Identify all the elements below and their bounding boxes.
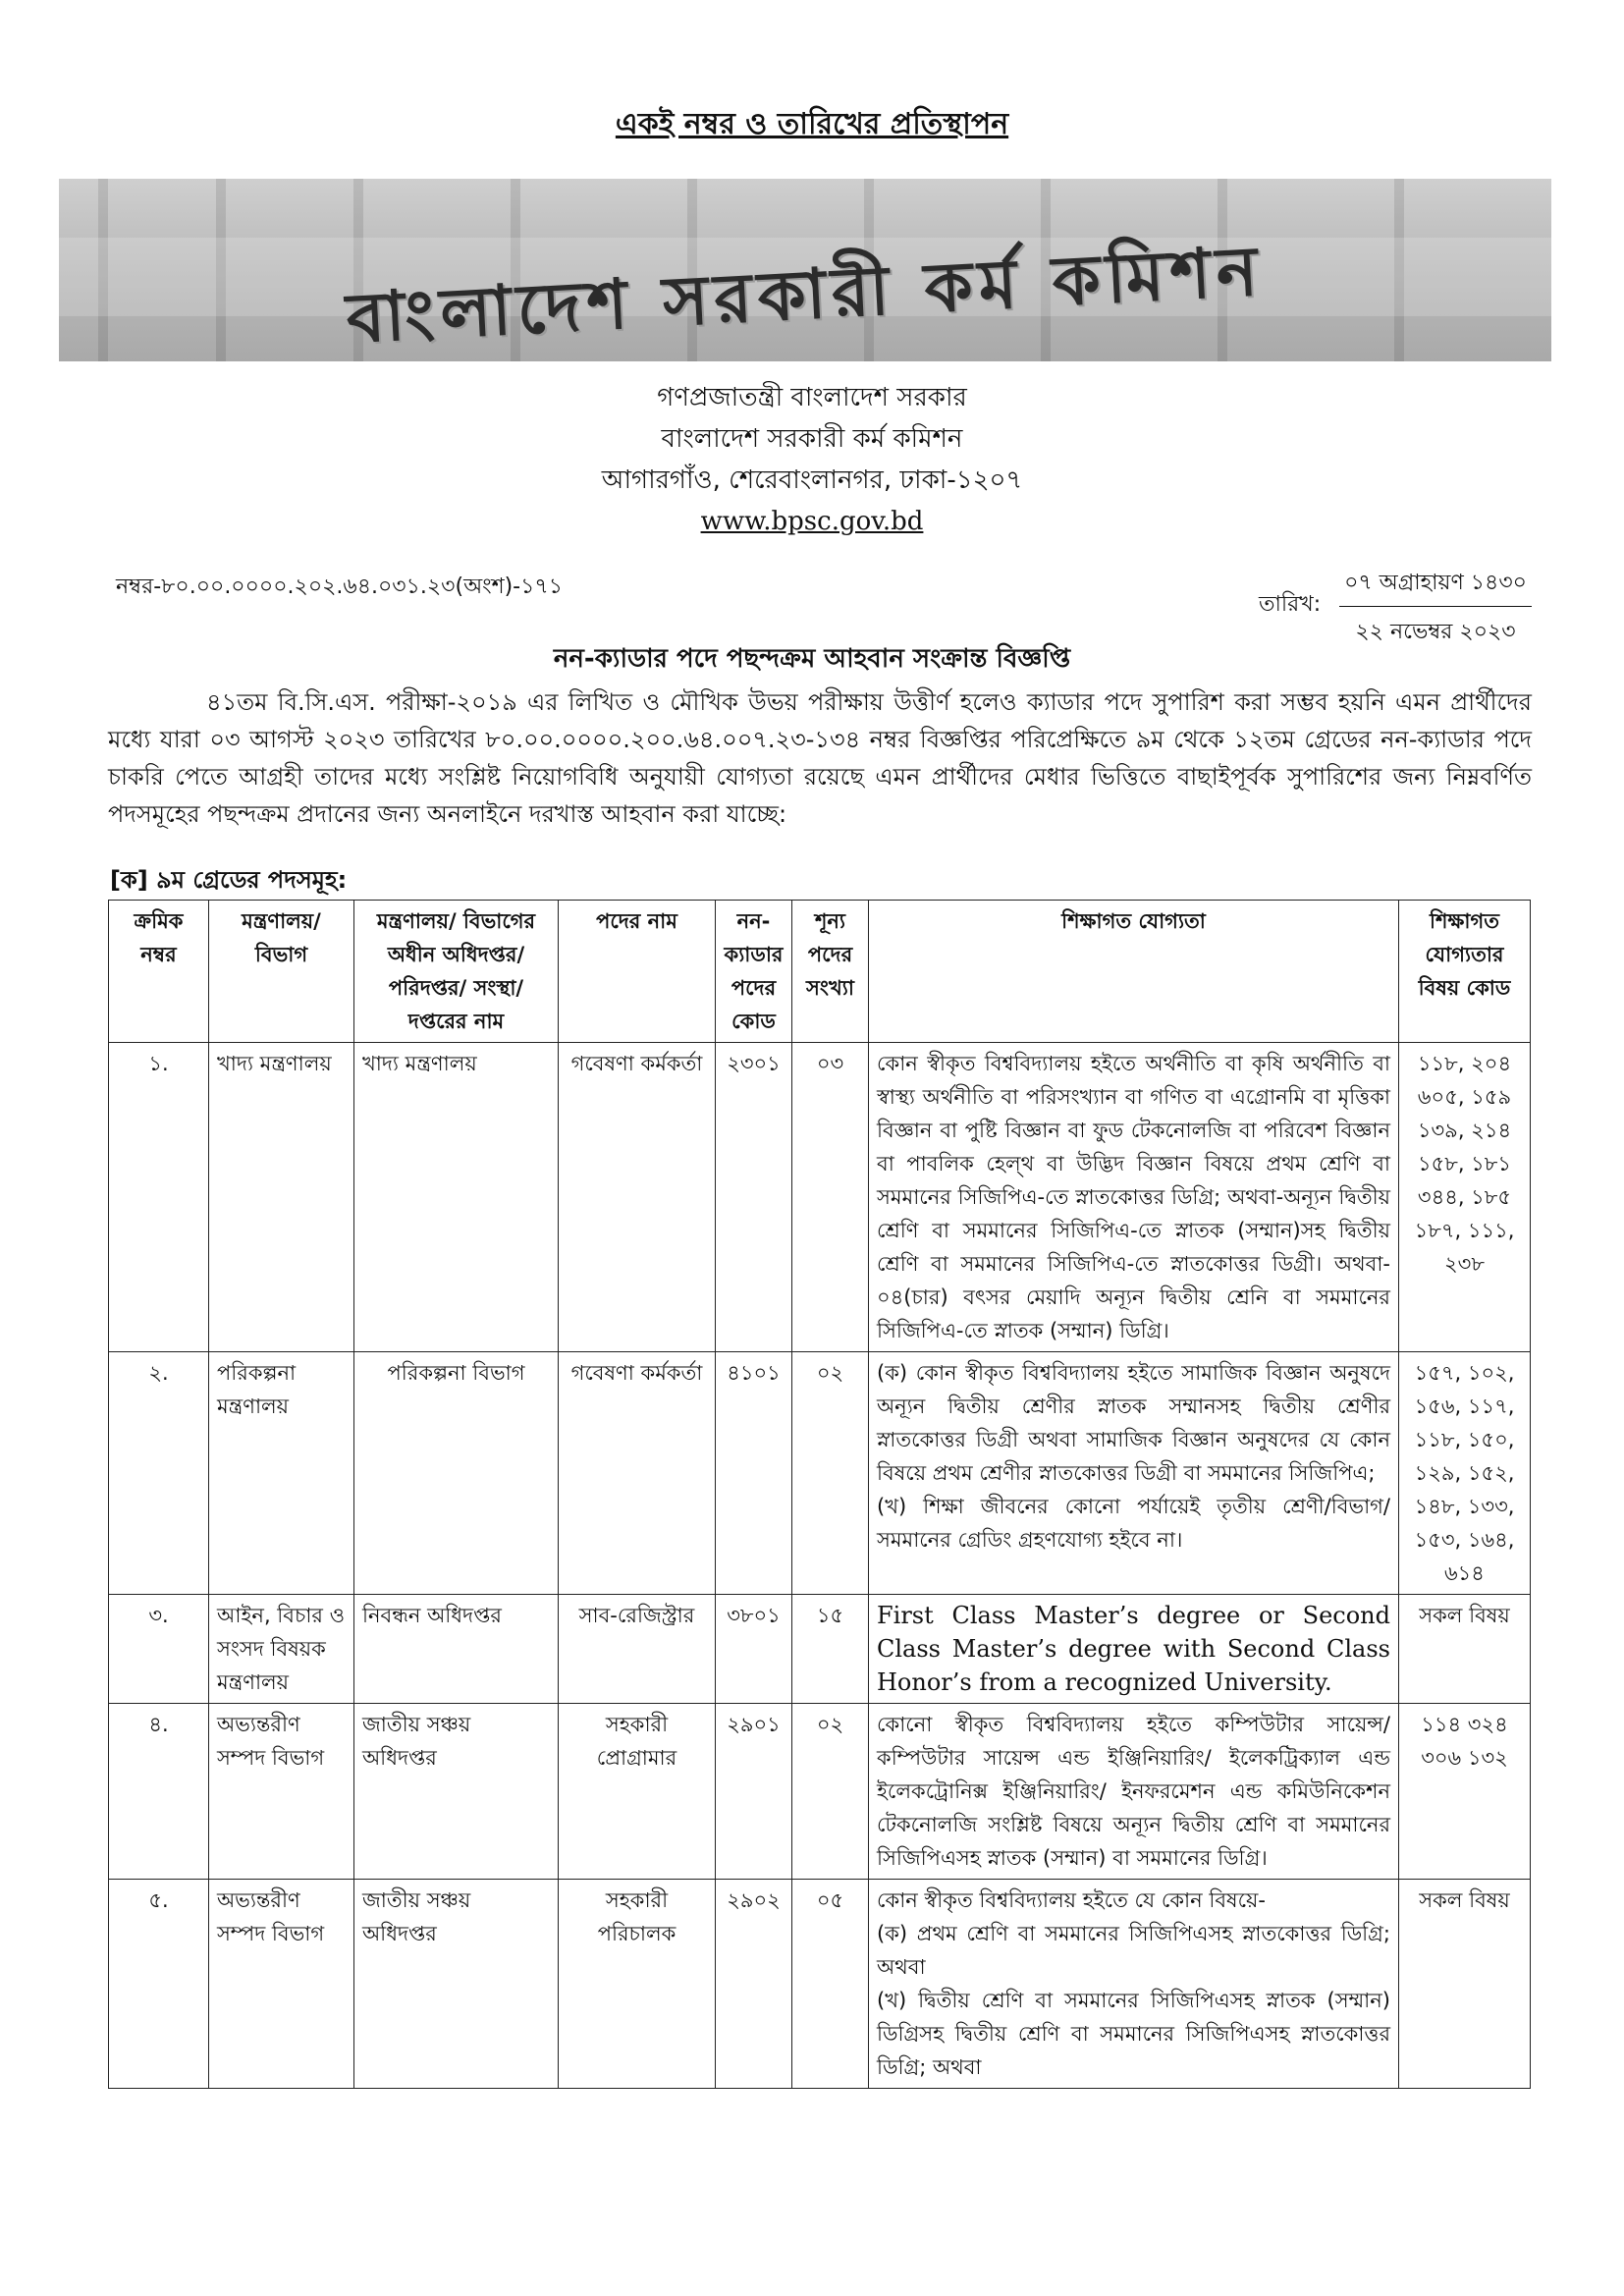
- cell-qualification: (ক) কোন স্বীকৃত বিশ্ববিদ্যালয় হইতে সামাজিক বিজ্ঞান অনুষদে অন্যূন দ্বিতীয় শ্রেণীর স্নাতক সম্মানসহ দ্বিতীয় শ্রেণীর স্নাতকোত্তর ডিগ্রী অথবা সামাজিক বিজ্ঞান অনুষদের যে কোন বিষয়ে প্রথম শ্রেণীর স্নাতকোত্তর ডিগ্রী বা সমমানের সিজিপিএ; (খ) শিক্ষা জীবনের কোনো পর্যায়েই তৃতীয় শ্রেণী/বিভাগ/ সমমানের গ্রেডিং গ্রহণযোগ্য হইবে না।: [869, 1352, 1399, 1595]
- cell-ministry: পরিকল্পনা মন্ত্রণালয়: [209, 1352, 354, 1595]
- cell-code: ৩৮০১: [716, 1595, 792, 1704]
- replacement-title: একই নম্বর ও তারিখের প্রতিস্থাপন: [615, 107, 1009, 141]
- cell-serial: ২.: [109, 1352, 209, 1595]
- cell-ministry: অভ্যন্তরীণ সম্পদ বিভাগ: [209, 1704, 354, 1880]
- cell-serial: ৪.: [109, 1704, 209, 1880]
- cell-post: গবেষণা কর্মকর্তা: [559, 1352, 716, 1595]
- cell-post: সহকারী প্রোগ্রামার: [559, 1704, 716, 1880]
- cell-subject-code: ১১৮, ২০৪ ৬০৫, ১৫৯ ১৩৯, ২১৪ ১৫৮, ১৮১ ৩৪৪, ১৮৫ ১৮৭, ১১১, ২৩৮: [1399, 1043, 1531, 1352]
- cell-code: ২৩০১: [716, 1043, 792, 1352]
- cell-code: ২৯০১: [716, 1704, 792, 1880]
- cell-ministry: আইন, বিচার ও সংসদ বিষয়ক মন্ত্রণালয়: [209, 1595, 354, 1704]
- cell-post: গবেষণা কর্মকর্তা: [559, 1043, 716, 1352]
- cell-serial: ৩.: [109, 1595, 209, 1704]
- cell-code: ৪১০১: [716, 1352, 792, 1595]
- table-row: [109, 1595, 1531, 1704]
- memo-number: নম্বর-৮০.০০.০০০০.২০২.৬৪.০৩১.২৩(অংশ)-১৭১: [116, 574, 563, 599]
- cell-qualification: First Class Master’s degree or Second Class Master’s degree with Second Class Honor’s from a recognized University.: [869, 1595, 1399, 1704]
- table-row: [109, 1704, 1531, 1880]
- header-post: পদের নাম: [559, 901, 716, 1043]
- posts-table: [108, 900, 1531, 2089]
- cell-post: সহকারী পরিচালক: [559, 1880, 716, 2089]
- intro-paragraph: ৪১তম বি.সি.এস. পরীক্ষা-২০১৯ এর লিখিত ও মৌখিক উভয় পরীক্ষায় উত্তীর্ণ হলেও ক্যাডার পদে সুপারিশ করা সম্ভব হয়নি এমন প্রার্থীদের মধ্যে যারা ০৩ আগস্ট ২০২৩ তারিখের ৮০.০০.০০০০.২০০.৬৪.০০৭.২৩-১৩৪ নম্বর বিজ্ঞপ্তির পরিপ্রেক্ষিতে ৯ম থেকে ১২তম গ্রেডের নন-ক্যাডার পদে চাকরি পেতে আগ্রহী তাদের মধ্যে সংশ্লিষ্ট নিয়োগবিধি অনুযায়ী যোগ্যতা রয়েছে এমন প্রার্থীদের মেধার ভিত্তিতে বাছাইপূর্বক সুপারিশের জন্য নিম্নবর্ণিত পদসমূহের পছন্দক্রম প্রদানের জন্য অনলাইনে দরখাস্ত আহবান করা যাচ্ছে:: [108, 688, 1532, 828]
- cell-department: খাদ্য মন্ত্রণালয়: [354, 1043, 559, 1352]
- cell-department: নিবন্ধন অধিদপ্তর: [354, 1595, 559, 1704]
- cell-vacancy: ০২: [792, 1352, 869, 1595]
- commission-name: বাংলাদেশ সরকারী কর্ম কমিশন: [661, 424, 963, 454]
- cell-qualification: কোনো স্বীকৃত বিশ্ববিদ্যালয় হইতে কম্পিউটার সায়েন্স/ কম্পিউটার সায়েন্স এন্ড ইঞ্জিনিয়ারিং/ ইলেকট্রিক্যাল এন্ড ইলেকট্রোনিক্স ইঞ্জিনিয়ারিং/ ইনফরমেশন এন্ড কমিউনিকেশন টেকনোলজি সংশ্লিষ্ট বিষয়ে অন্যূন দ্বিতীয় শ্রেণি বা সমমানের সিজিপিএসহ স্নাতক (সম্মান) বা সমমানের ডিগ্রি।: [869, 1704, 1399, 1880]
- cell-code: ২৯০২: [716, 1880, 792, 2089]
- office-address-block: [0, 377, 1624, 542]
- header-subject-code: শিক্ষাগত যোগ্যতার বিষয় কোড: [1399, 901, 1531, 1043]
- header-serial: ক্রমিক নম্বর: [109, 901, 209, 1043]
- table-row: [109, 1043, 1531, 1352]
- header-code: নন-ক্যাডার পদের কোড: [716, 901, 792, 1043]
- banner-lettering: বাংলাদেশ সরকারী কর্ম কমিশন: [344, 229, 1266, 359]
- cell-department: জাতীয় সঞ্চয় অধিদপ্তর: [354, 1704, 559, 1880]
- cell-qualification: কোন স্বীকৃত বিশ্ববিদ্যালয় হইতে যে কোন বিষয়ে- (ক) প্রথম শ্রেণি বা সমমানের সিজিপিএসহ স্নাতকোত্তর ডিগ্রি; অথবা (খ) দ্বিতীয় শ্রেণি বা সমমানের সিজিপিএসহ স্নাতক (সম্মান) ডিগ্রিসহ দ্বিতীয় শ্রেণি বা সমমানের সিজিপিএসহ স্নাতকোত্তর ডিগ্রি; অথবা: [869, 1880, 1399, 2089]
- cell-subject-code: সকল বিষয়: [1399, 1595, 1531, 1704]
- table-row: [109, 1880, 1531, 2089]
- table-header-row: [109, 901, 1531, 1043]
- date-bangla: ০৭ অগ্রাহায়ণ ১৪৩০: [1339, 566, 1532, 607]
- cell-serial: ১.: [109, 1043, 209, 1352]
- date-label: তারিখ:: [1259, 592, 1322, 617]
- cell-subject-code: সকল বিষয়: [1399, 1880, 1531, 2089]
- cell-department: জাতীয় সঞ্চয় অধিদপ্তর: [354, 1880, 559, 2089]
- government-name: গণপ্রজাতন্ত্রী বাংলাদেশ সরকার: [657, 383, 967, 412]
- cell-qualification: কোন স্বীকৃত বিশ্ববিদ্যালয় হইতে অর্থনীতি বা কৃষি অর্থনীতি বা স্বাস্থ্য অর্থনীতি বা পরিসংখ্যান বা গণিত বা এগ্রোনমি বা মৃত্তিকা বিজ্ঞান বা পুষ্টি বিজ্ঞান বা ফুড টেকনোলজি বা পরিবেশ বিজ্ঞান বা পাবলিক হেল্থ বা উদ্ভিদ বিজ্ঞান বিষয়ে প্রথম শ্রেণি বা সমমানের সিজিপিএ-তে স্নাতকোত্তর ডিগ্রি; অথবা-অন্যূন দ্বিতীয় শ্রেণি বা সমমানের সিজিপিএ-তে স্নাতক (সম্মান)সহ দ্বিতীয় শ্রেণি বা সমমানের সিজিপিএ-তে স্নাতকোত্তর ডিগ্রী। অথবা- ০৪(চার) বৎসর মেয়াদি অন্যূন দ্বিতীয় শ্রেনি বা সমমানের সিজিপিএ-তে স্নাতক (সম্মান) ডিগ্রি।: [869, 1043, 1399, 1352]
- cell-vacancy: ০৩: [792, 1043, 869, 1352]
- website-link[interactable]: www.bpsc.gov.bd: [700, 507, 924, 536]
- cell-vacancy: ১৫: [792, 1595, 869, 1704]
- cell-ministry: অভ্যন্তরীণ সম্পদ বিভাগ: [209, 1880, 354, 2089]
- date-english: ২২ নভেম্বর ২০২৩: [1355, 620, 1516, 644]
- section-heading: [ক] ৯ম গ্রেডের পদসমূহ:: [110, 866, 348, 894]
- notice-title: নন-ক্যাডার পদে পছন্দক্রম আহবান সংক্রান্ত বিজ্ঞপ্তি: [553, 644, 1071, 674]
- cell-subject-code: ১৫৭, ১০২, ১৫৬, ১১৭, ১১৮, ১৫০, ১২৯, ১৫২, ১৪৮, ১৩৩, ১৫৩, ১৬৪, ৬১৪: [1399, 1352, 1531, 1595]
- cell-post: সাব-রেজিস্ট্রার: [559, 1595, 716, 1704]
- table-row: [109, 1352, 1531, 1595]
- header-vacancy: শূন্য পদের সংখ্যা: [792, 901, 869, 1043]
- cell-serial: ৫.: [109, 1880, 209, 2089]
- cell-vacancy: ০২: [792, 1704, 869, 1880]
- cell-ministry: খাদ্য মন্ত্রণালয়: [209, 1043, 354, 1352]
- header-department: মন্ত্রণালয়/ বিভাগের অধীন অধিদপ্তর/ পরিদপ্তর/ সংস্থা/ দপ্তরের নাম: [354, 901, 559, 1043]
- cell-department: পরিকল্পনা বিভাগ: [354, 1352, 559, 1595]
- cell-subject-code: ১১৪ ৩২৪ ৩০৬ ১৩২: [1399, 1704, 1531, 1880]
- office-address: আগারগাঁও, শেরেবাংলানগর, ঢাকা-১২০৭: [601, 465, 1023, 495]
- bpsc-building-banner: [59, 179, 1551, 361]
- cell-vacancy: ০৫: [792, 1880, 869, 2089]
- header-qualification: শিক্ষাগত যোগ্যতা: [869, 901, 1399, 1043]
- header-ministry: মন্ত্রণালয়/ বিভাগ: [209, 901, 354, 1043]
